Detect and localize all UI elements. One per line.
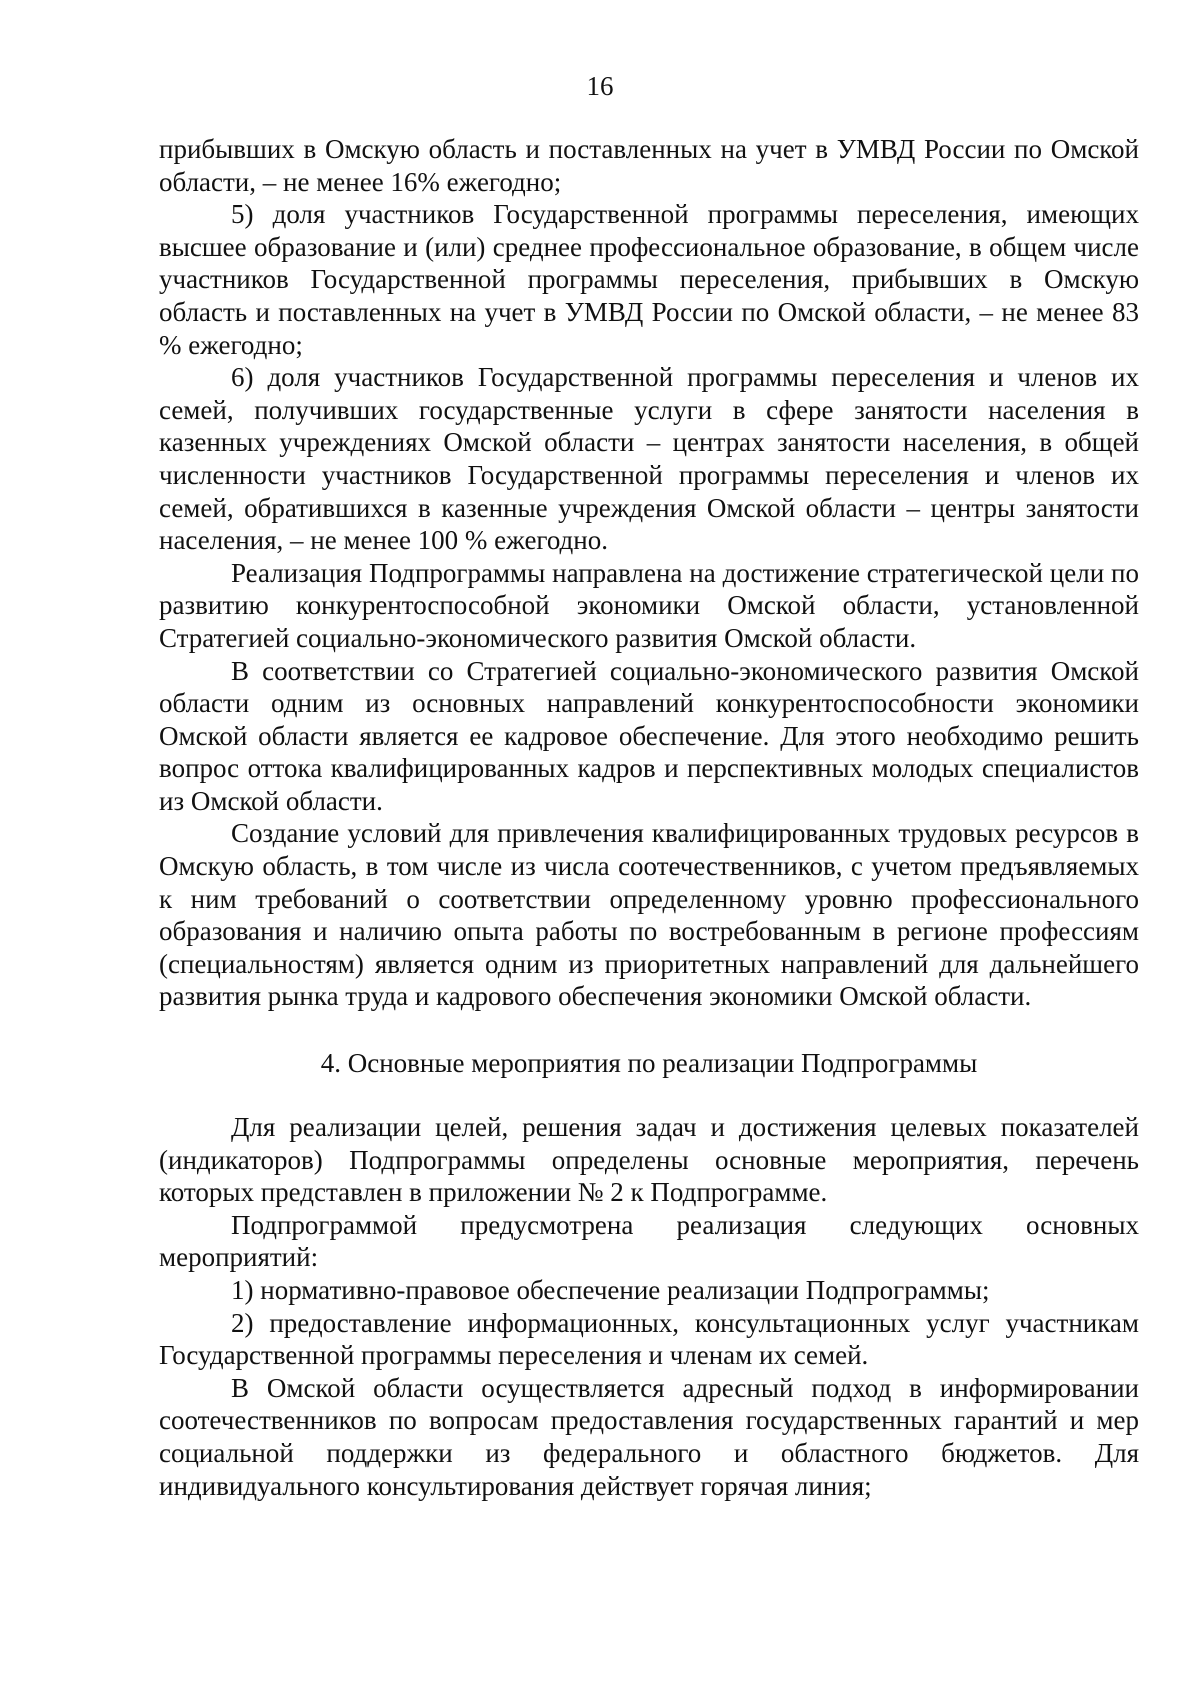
paragraph-item-6: 6) доля участников Государственной программы переселения и членов их семей, получивших государственные услуги в сфере занятости населения в казенных учреждениях Омской области – центрах занятости населения, в общей численности участников Государственной программы переселения и членов их семей, обратившихся в казенные учреждения Омской области – центры занятости населения, – не менее 100 % ежегодно. bbox=[159, 362, 1139, 556]
paragraph-activities-intro: Подпрограммой предусмотрена реализация следующих основных мероприятий: bbox=[159, 1209, 1139, 1273]
paragraph-continuation: прибывших в Омскую область и поставленных на учет в УМВД России по Омской области, – не менее 16% ежегодно; bbox=[159, 134, 1139, 197]
document-body bbox=[159, 133, 1139, 1502]
page-number: 16 bbox=[586, 71, 614, 101]
paragraph-strategy-compliance: В соответствии со Стратегией социально-экономического развития Омской области одним из основных направлений конкурентоспособности экономики Омской области является ее кадровое обеспечение. Для этого необходимо решить вопрос оттока квалифицированных кадров и перспективных молодых специалистов из Омской области. bbox=[159, 655, 1139, 816]
paragraph-main-activities: Для реализации целей, решения задач и достижения целевых показателей (индикаторов) Подпрограммы определены основные мероприятия, перечень которых представлен в приложении № 2 к Подпрограмме. bbox=[159, 1112, 1139, 1208]
section-heading: 4. Основные мероприятия по реализации Подпрограммы bbox=[320, 1048, 978, 1079]
paragraph-strategic-goal: Реализация Подпрограммы направлена на достижение стратегической цели по развитию конкурентоспособной экономики Омской области, установленной Стратегией социально-экономического развития Омской области. bbox=[159, 557, 1139, 653]
paragraph-activity-2: 2) предоставление информационных, консультационных услуг участникам Государственной программы переселения и членам их семей. bbox=[159, 1307, 1139, 1371]
paragraph-workforce-conditions: Создание условий для привлечения квалифицированных трудовых ресурсов в Омскую область, в том числе из числа соотечественников, с учетом предъявляемых к ним требований о соответствии определенному уровню профессионального образования и наличию опыта работы по востребованным в регионе профессиям (специальностям) является одним из приоритетных направлений для дальнейшего развития рынка труда и кадрового обеспечения экономики Омской области. bbox=[159, 818, 1139, 1012]
paragraph-item-5: 5) доля участников Государственной программы переселения, имеющих высшее образование и (или) среднее профессиональное образование, в общем числе участников Государственной программы переселения, прибывших в Омскую область и поставленных на учет в УМВД России по Омской области, – не менее 83 % ежегодно; bbox=[159, 199, 1139, 360]
paragraph-hotline: В Омской области осуществляется адресный подход в информировании соотечественников по вопросам предоставления государственных гарантий и мер социальной поддержки из федерального и областного бюджетов. Для индивидуального консультирования действует горячая линия; bbox=[159, 1372, 1139, 1501]
paragraph-activity-1: 1) нормативно-правовое обеспечение реализации Подпрограммы; bbox=[231, 1275, 990, 1305]
